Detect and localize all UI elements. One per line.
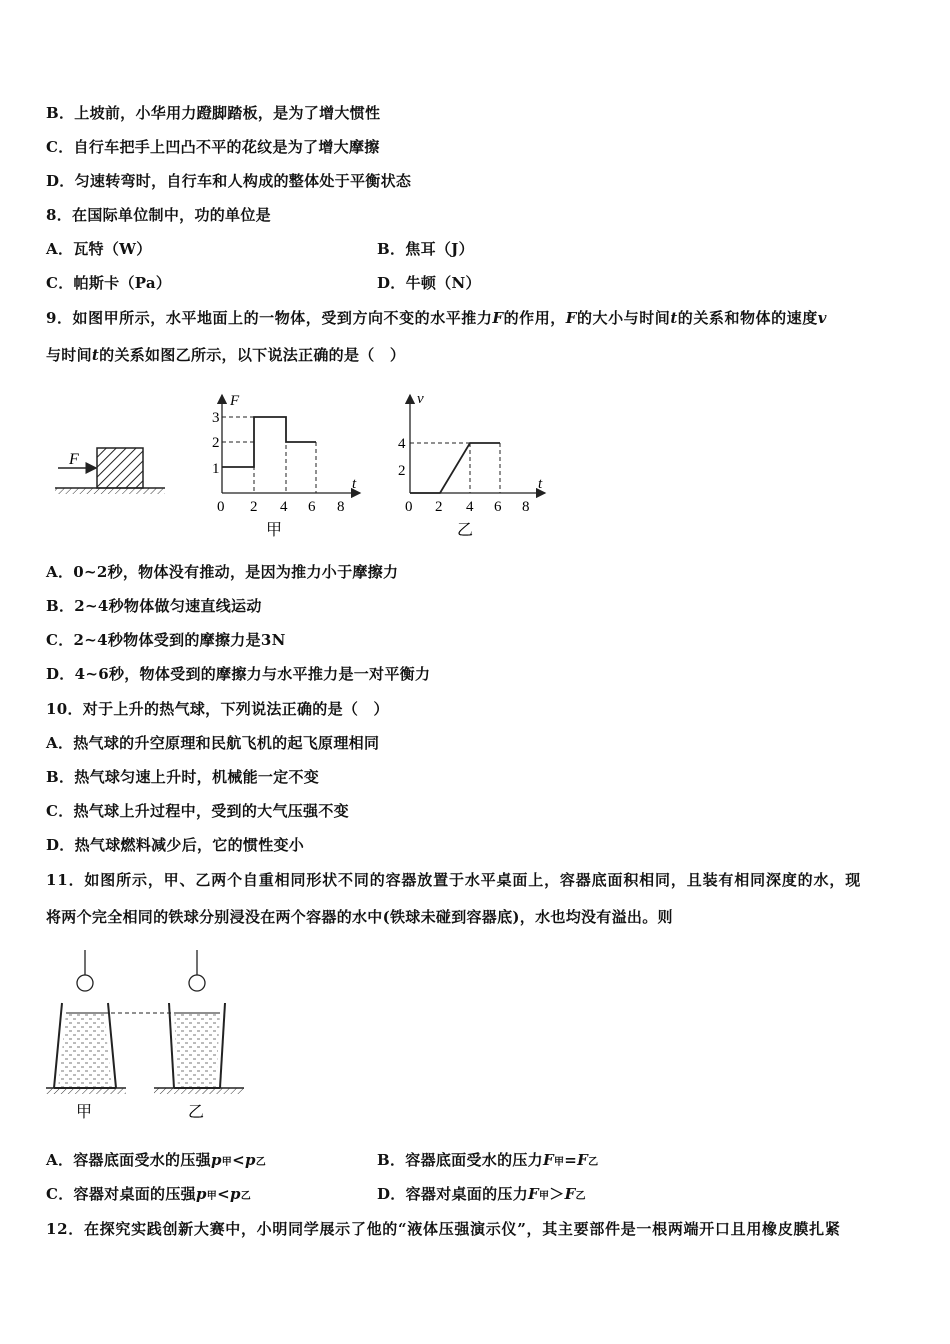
q9-stem-text: 9．如图甲所示，水平地面上的一物体，受到方向不变的水平推力 xyxy=(46,309,493,327)
option-text: D．容器对桌面的压力 xyxy=(377,1185,529,1203)
y-tick-2: 2 xyxy=(398,463,406,479)
x-tick-4: 4 xyxy=(466,499,474,515)
y-tick-1: 1 xyxy=(212,461,220,477)
y-tick-2: 2 xyxy=(212,435,220,451)
x-axis-label: t xyxy=(538,476,543,492)
q9-stem-var: t xyxy=(91,346,100,364)
option-subscript: 乙 xyxy=(240,1191,252,1202)
y-axis-label: F xyxy=(230,393,240,409)
q7-option-c: C．自行车把手上凹凸不平的花纹是为了增大摩擦 xyxy=(46,138,380,156)
block-diagram xyxy=(55,448,165,494)
option-text: A．容器底面受水的压强 xyxy=(46,1151,211,1169)
option-text: B．容器底面受水的压力 xyxy=(377,1151,543,1169)
q10-stem: 10．对于上升的热气球，下列说法正确的是（ ） xyxy=(46,700,389,718)
q8-option-a: A．瓦特（W） xyxy=(46,240,152,258)
x-tick-8: 8 xyxy=(337,499,345,515)
x-tick-4: 4 xyxy=(280,499,288,515)
x-tick-0: 0 xyxy=(217,499,225,515)
q10-option-a: A．热气球的升空原理和民航飞机的起飞原理相同 xyxy=(46,734,380,752)
option-subscript: 乙 xyxy=(588,1157,599,1168)
x-tick-6: 6 xyxy=(494,499,502,515)
q8-option-b: B．焦耳（J） xyxy=(377,240,474,258)
q11-option-a xyxy=(46,1149,266,1170)
q8-option-d: D．牛顿（N） xyxy=(377,274,481,292)
option-var: F xyxy=(577,1151,589,1169)
x-tick-2: 2 xyxy=(250,499,258,515)
table-hatch-jia xyxy=(46,1088,126,1094)
x-axis-label: t xyxy=(352,476,357,492)
ground-hatch xyxy=(55,488,165,494)
velocity-curve xyxy=(410,443,500,493)
y-axis-label: v xyxy=(417,391,424,407)
q9-option-c: C．2~4秒物体受到的摩擦力是3N xyxy=(46,631,286,649)
wall-right xyxy=(220,1003,225,1088)
q12-stem: 12．在探究实践创新大赛中，小明同学展示了他的“液体压强演示仪”，其主要部件是一根两端开口且用橡皮膜扎紧 xyxy=(46,1220,841,1238)
block xyxy=(97,448,143,488)
q9-stem-text: 的关系和物体的速度 xyxy=(677,309,818,327)
q9-stem-var: F xyxy=(492,309,504,327)
q9-option-b: B．2~4秒物体做匀速直线运动 xyxy=(46,597,262,615)
x-tick-8: 8 xyxy=(522,499,530,515)
q7-option-b: B．上坡前，小华用力蹬脚踏板，是为了增大惯性 xyxy=(46,104,381,122)
option-subscript: 甲 xyxy=(538,1191,550,1202)
option-subscript: 甲 xyxy=(221,1157,233,1168)
wall-left xyxy=(169,1003,174,1088)
q8-stem: 8．在国际单位制中，功的单位是 xyxy=(46,206,271,224)
q11-figure xyxy=(40,945,250,1125)
q10-option-c: C．热气球上升过程中，受到的大气压强不变 xyxy=(46,802,349,820)
q9-option-d: D．4~6秒，物体受到的摩擦力与水平推力是一对平衡力 xyxy=(46,665,431,683)
x-tick-0: 0 xyxy=(405,499,413,515)
q11-option-d xyxy=(377,1183,586,1204)
x-tick-2: 2 xyxy=(435,499,443,515)
iron-ball xyxy=(189,975,205,991)
option-subscript: 甲 xyxy=(553,1157,565,1168)
table-hatch-yi xyxy=(154,1088,244,1094)
container-yi xyxy=(169,950,225,1088)
caption-yi: 乙 xyxy=(188,1104,205,1121)
q11-stem-line1: 11．如图所示，甲、乙两个自重相同形状不同的容器放置于水平桌面上，容器底面积相同，且装有相同深度的水，现 xyxy=(46,871,862,889)
q9-option-a: A．0~2秒，物体没有推动，是因为推力小于摩擦力 xyxy=(46,563,399,581)
option-subscript: 乙 xyxy=(575,1191,586,1202)
q7-option-d: D．匀速转弯时，自行车和人构成的整体处于平衡状态 xyxy=(46,172,412,190)
caption-jia: 甲 xyxy=(266,522,283,539)
q9-stem-var: v xyxy=(817,309,828,327)
option-var: p xyxy=(229,1185,241,1203)
y-tick-4: 4 xyxy=(398,436,406,452)
q10-option-d: D．热气球燃料减少后，它的惯性变小 xyxy=(46,836,305,854)
option-var: F xyxy=(542,1151,554,1169)
option-operator: ＞ xyxy=(549,1185,565,1203)
q9-stem-line2 xyxy=(46,344,405,365)
force-label: F xyxy=(69,451,79,468)
option-subscript: 乙 xyxy=(255,1157,267,1168)
graph-yi xyxy=(398,391,545,539)
q9-stem-text: 的作用， xyxy=(503,309,566,327)
option-operator: < xyxy=(232,1151,245,1169)
container-jia xyxy=(54,950,116,1088)
option-text: C．容器对桌面的压强 xyxy=(46,1185,196,1203)
option-operator: < xyxy=(217,1185,230,1203)
option-operator: = xyxy=(564,1151,578,1169)
option-var: F xyxy=(564,1185,576,1203)
water xyxy=(58,1013,112,1088)
q9-stem-var: F xyxy=(565,309,577,327)
q10-option-b: B．热气球匀速上升时，机械能一定不变 xyxy=(46,768,320,786)
caption-yi: 乙 xyxy=(457,522,474,539)
option-var: p xyxy=(244,1151,256,1169)
q9-stem-text: 与时间 xyxy=(46,346,92,364)
caption-jia: 甲 xyxy=(76,1104,93,1121)
graph-jia xyxy=(212,393,360,539)
y-tick-3: 3 xyxy=(212,410,220,426)
q9-stem-var: t xyxy=(670,309,678,327)
option-var: F xyxy=(528,1185,539,1203)
iron-ball xyxy=(77,975,93,991)
q8-option-c: C．帕斯卡（Pa） xyxy=(46,274,172,292)
option-var: p xyxy=(210,1151,222,1169)
q11-option-c xyxy=(46,1183,251,1204)
q11-stem-line2: 将两个完全相同的铁球分别浸没在两个容器的水中(铁球未碰到容器底)，水也均没有溢出。则 xyxy=(46,908,673,926)
option-subscript: 甲 xyxy=(206,1191,218,1202)
q11-option-b xyxy=(377,1149,598,1170)
option-var: p xyxy=(195,1185,207,1203)
q9-stem-text: 的大小与时间 xyxy=(577,309,671,327)
q9-stem-line1 xyxy=(46,307,906,328)
q9-figure xyxy=(40,385,560,545)
q9-stem-text: 的关系如图乙所示，以下说法正确的是（ ） xyxy=(99,346,406,364)
x-tick-6: 6 xyxy=(308,499,316,515)
water xyxy=(174,1013,220,1088)
